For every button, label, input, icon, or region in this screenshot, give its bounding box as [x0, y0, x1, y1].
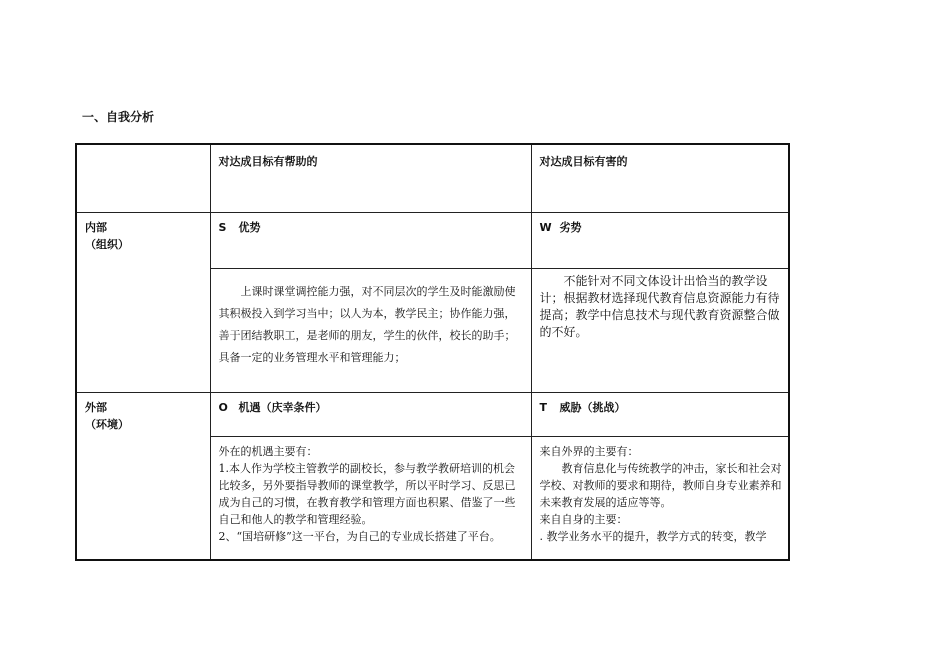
section-heading: 一、自我分析	[82, 110, 155, 124]
opportunity-title-cell	[210, 392, 531, 436]
opportunity-letter: O	[218, 400, 228, 414]
threat-line-2: 来自自身的主要：	[539, 512, 628, 526]
external-label: 外部	[85, 400, 107, 414]
opportunity-line-2: 2、“国培研修”这一平台，为自己的专业成长搭建了平台。	[218, 529, 501, 543]
weakness-title-cell	[531, 212, 789, 268]
threat-title: 威胁（挑战）	[559, 400, 626, 414]
strength-content-cell	[210, 268, 531, 392]
helpful-header: 对达成目标有帮助的	[218, 155, 318, 168]
corner-cell	[76, 144, 210, 212]
strength-letter: S	[218, 220, 227, 234]
weakness-title: 劣势	[559, 220, 582, 234]
internal-label-cell	[76, 212, 210, 392]
strength-title: 优势	[238, 220, 261, 234]
header-row	[76, 144, 789, 212]
strength-text: 上课时课堂调控能力强，对不同层次的学生及时能激励使其积极投入到学习当中；以人为本，教学民主；协作能力强，善于团结教职工，是老师的朋友，学生的伙伴，校长的助手； 具备一定的业务管理水平和管理能力；	[218, 284, 516, 364]
threat-line-3: . 教学业务水平的提升，教学方式的转变，教学	[539, 529, 767, 543]
weakness-content-cell	[531, 268, 789, 392]
swot-table	[75, 143, 790, 561]
helpful-header-cell	[210, 144, 531, 212]
strength-title-cell	[210, 212, 531, 268]
threat-letter: T	[539, 400, 548, 414]
weakness-text: 不能针对不同文体设计出恰当的教学设计；根据教材选择现代教育信息资源能力有待提高；教学中信息技术与现代教育资源整合做的不好。	[539, 273, 780, 339]
internal-title-row	[76, 212, 789, 268]
threat-line-1: 教育信息化与传统教学的冲击，家长和社会对学校、对教师的要求和期待，教师自身专业素养和未来教育发展的适应等等。	[539, 461, 782, 509]
opportunity-line-1: 1.本人作为学校主管教学的副校长，参与教学教研培训的机会比较多，另外要指导教师的课堂教学，所以平时学习、反思已成为自己的习惯，在教育教学和管理方面也积累、借鉴了一些自己和他人的教学和管理经验。	[218, 461, 516, 526]
internal-label: 内部	[85, 220, 107, 234]
opportunity-title: 机遇（庆幸条件）	[238, 400, 327, 414]
threat-title-cell	[531, 392, 789, 436]
external-sublabel: （环境）	[85, 417, 129, 431]
weakness-letter: W	[539, 220, 552, 234]
harmful-header-cell	[531, 144, 789, 212]
threat-line-intro: 来自外界的主要有：	[539, 444, 639, 458]
internal-sublabel: （组织）	[85, 237, 129, 251]
threat-content-cell	[531, 436, 789, 560]
external-title-row	[76, 392, 789, 436]
opportunity-line-intro: 外在的机遇主要有：	[218, 444, 318, 458]
opportunity-content-cell	[210, 436, 531, 560]
harmful-header: 对达成目标有害的	[539, 155, 628, 168]
external-label-cell	[76, 392, 210, 560]
